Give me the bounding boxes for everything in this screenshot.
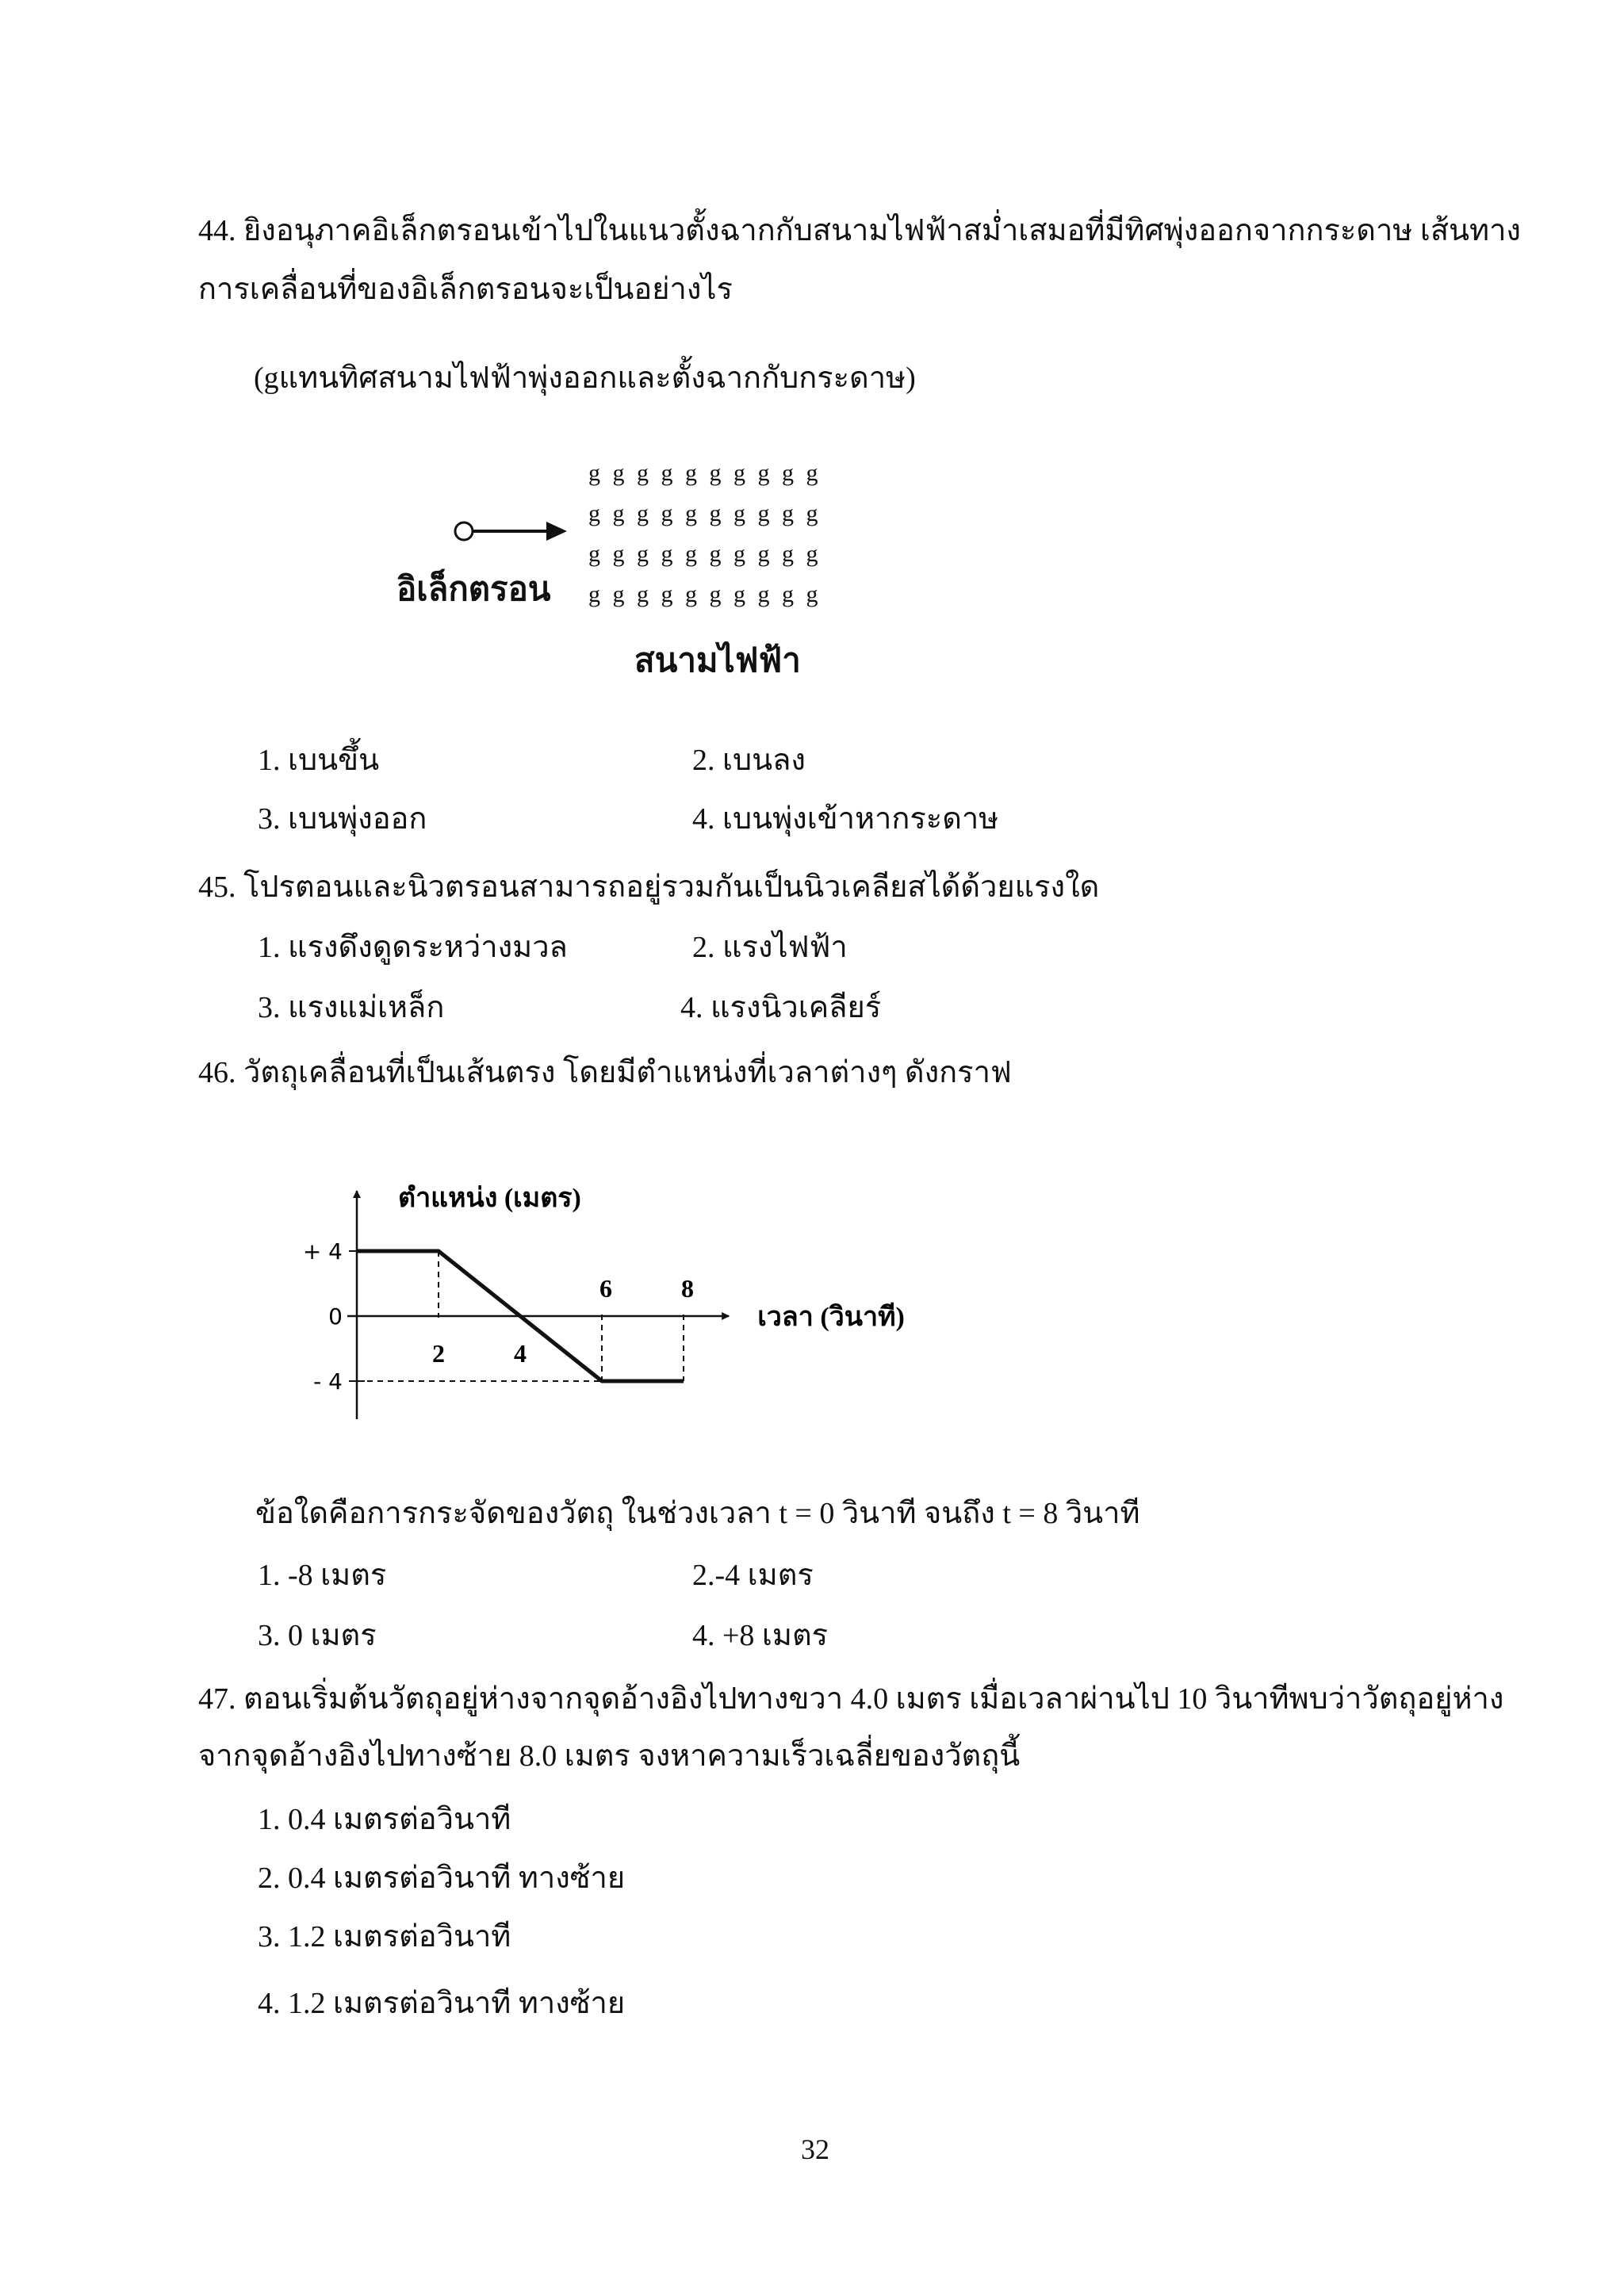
q47-choice-3: 3. 1.2 เมตรต่อวินาที — [258, 1920, 511, 1954]
q44-note: (gแทนทิศสนามไฟฟ้าพุ่งออกและตั้งฉากกับกระดาษ) — [254, 362, 916, 395]
q44-choice-3: 3. เบนพุ่งออก — [258, 802, 427, 836]
field-symbol: g — [661, 460, 673, 486]
field-symbol: g — [637, 500, 649, 526]
field-symbol: g — [709, 581, 722, 607]
field-symbol: g — [661, 581, 673, 607]
field-symbol: g — [637, 460, 649, 486]
electron-label: อิเล็กตรอน — [396, 572, 551, 608]
field-symbol: g — [661, 500, 673, 526]
page-number: 32 — [801, 2133, 829, 2165]
q44-text-line1: 44. ยิงอนุภาคอิเล็กตรอนเข้าไปในแนวตั้งฉากกับสนามไฟฟ้าสม่ำเสมอที่มีทิศพุ่งออกจากกระดาษ เส้นทาง — [198, 214, 1521, 247]
q46-choice-1: 1. -8 เมตร — [258, 1559, 387, 1592]
field-symbol: g — [588, 500, 600, 526]
q44-text-line2: การเคลื่อนที่ของอิเล็กตรอนจะเป็นอย่างไร — [198, 273, 733, 306]
field-symbol: g — [806, 460, 818, 486]
q45-text: 45. โปรตอนและนิวตรอนสามารถอยู่รวมกันเป็นนิวเคลียสได้ด้วยแรงใด — [198, 871, 1100, 904]
electron-arrow-icon — [448, 515, 575, 547]
field-symbol: g — [733, 460, 745, 486]
field-symbol: g — [806, 500, 818, 526]
field-symbol: g — [685, 460, 697, 486]
field-symbol: g — [806, 581, 818, 607]
field-symbol: g — [685, 541, 697, 567]
y-tick-label: + 4 — [302, 1238, 343, 1265]
q47-choice-4: 4. 1.2 เมตรต่อวินาที ทางซ้าย — [258, 1987, 626, 2020]
q45-choice-4: 4. แรงนิวเคลียร์ — [680, 991, 882, 1024]
field-symbol: g — [612, 500, 625, 526]
field-symbol: g — [733, 500, 745, 526]
x-axis-label: เวลา (วินาที) — [757, 1303, 905, 1332]
field-symbol: g — [612, 460, 625, 486]
field-symbol: g — [612, 541, 625, 567]
field-symbol: g — [637, 581, 649, 607]
field-symbol: g — [612, 581, 625, 607]
field-symbol: g — [685, 500, 697, 526]
q46-choice-2: 2.-4 เมตร — [692, 1559, 814, 1592]
field-symbol: g — [733, 581, 745, 607]
field-symbol: g — [588, 581, 600, 607]
x-tick-label: 4 — [514, 1339, 527, 1368]
field-symbol: g — [709, 541, 722, 567]
q44-choice-1: 1. เบนขึ้น — [258, 744, 380, 777]
field-label: สนามไฟฟ้า — [634, 643, 801, 679]
q44-choice-2: 2. เบนลง — [692, 744, 806, 777]
field-symbol: g — [782, 500, 794, 526]
field-symbol: g — [757, 460, 770, 486]
field-symbol: g — [588, 460, 600, 486]
field-symbol: g — [733, 541, 745, 567]
field-symbol: g — [782, 581, 794, 607]
q45-choice-2: 2. แรงไฟฟ้า — [692, 931, 848, 964]
y-tick-label: - 4 — [313, 1368, 343, 1395]
x-tick-label: 6 — [599, 1274, 612, 1303]
q45-choice-1: 1. แรงดึงดูดระหว่างมวล — [258, 931, 568, 964]
field-symbol: g — [782, 460, 794, 486]
field-symbol: g — [757, 581, 770, 607]
q44-choice-4: 4. เบนพุ่งเข้าหากระดาษ — [692, 802, 999, 836]
q45-choice-3: 3. แรงแม่เหล็ก — [258, 991, 445, 1024]
field-symbol: g — [782, 541, 794, 567]
field-symbol: g — [661, 541, 673, 567]
y-tick-label: 0 — [328, 1303, 343, 1330]
q46-text: 46. วัตถุเคลื่อนที่เป็นเส้นตรง โดยมีตำแหน่งที่เวลาต่างๆ ดังกราฟ — [198, 1056, 1012, 1089]
position-time-graph — [270, 1173, 983, 1443]
field-symbol: g — [637, 541, 649, 567]
q47-text-line1: 47. ตอนเริ่มต้นวัตถุอยู่ห่างจากจุดอ้างอิงไปทางขวา 4.0 เมตร เมื่อเวลาผ่านไป 10 วินาทีพบว่าวัตถุอยู่ห่าง — [198, 1682, 1504, 1716]
y-axis-label: ตำแหน่ง (เมตร) — [398, 1184, 581, 1213]
q47-choice-1: 1. 0.4 เมตรต่อวินาที — [258, 1803, 511, 1836]
field-symbol: g — [685, 581, 697, 607]
q47-choice-2: 2. 0.4 เมตรต่อวินาที ทางซ้าย — [258, 1862, 626, 1895]
field-symbol: g — [806, 541, 818, 567]
field-symbol: g — [709, 460, 722, 486]
field-symbol: g — [709, 500, 722, 526]
field-symbol: g — [757, 541, 770, 567]
x-tick-label: 8 — [681, 1274, 694, 1303]
q46-choice-3: 3. 0 เมตร — [258, 1619, 377, 1652]
x-tick-label: 2 — [432, 1339, 445, 1368]
field-symbol: g — [588, 541, 600, 567]
field-symbol: g — [757, 500, 770, 526]
q46-sub-question: ข้อใดคือการกระจัดของวัตถุ ในช่วงเวลา t = 0 วินาที จนถึง t = 8 วินาที — [255, 1497, 1140, 1530]
q46-choice-4: 4. +8 เมตร — [692, 1619, 829, 1652]
q47-text-line2: จากจุดอ้างอิงไปทางซ้าย 8.0 เมตร จงหาความเร็วเฉลี่ยของวัตถุนี้ — [198, 1739, 1021, 1773]
